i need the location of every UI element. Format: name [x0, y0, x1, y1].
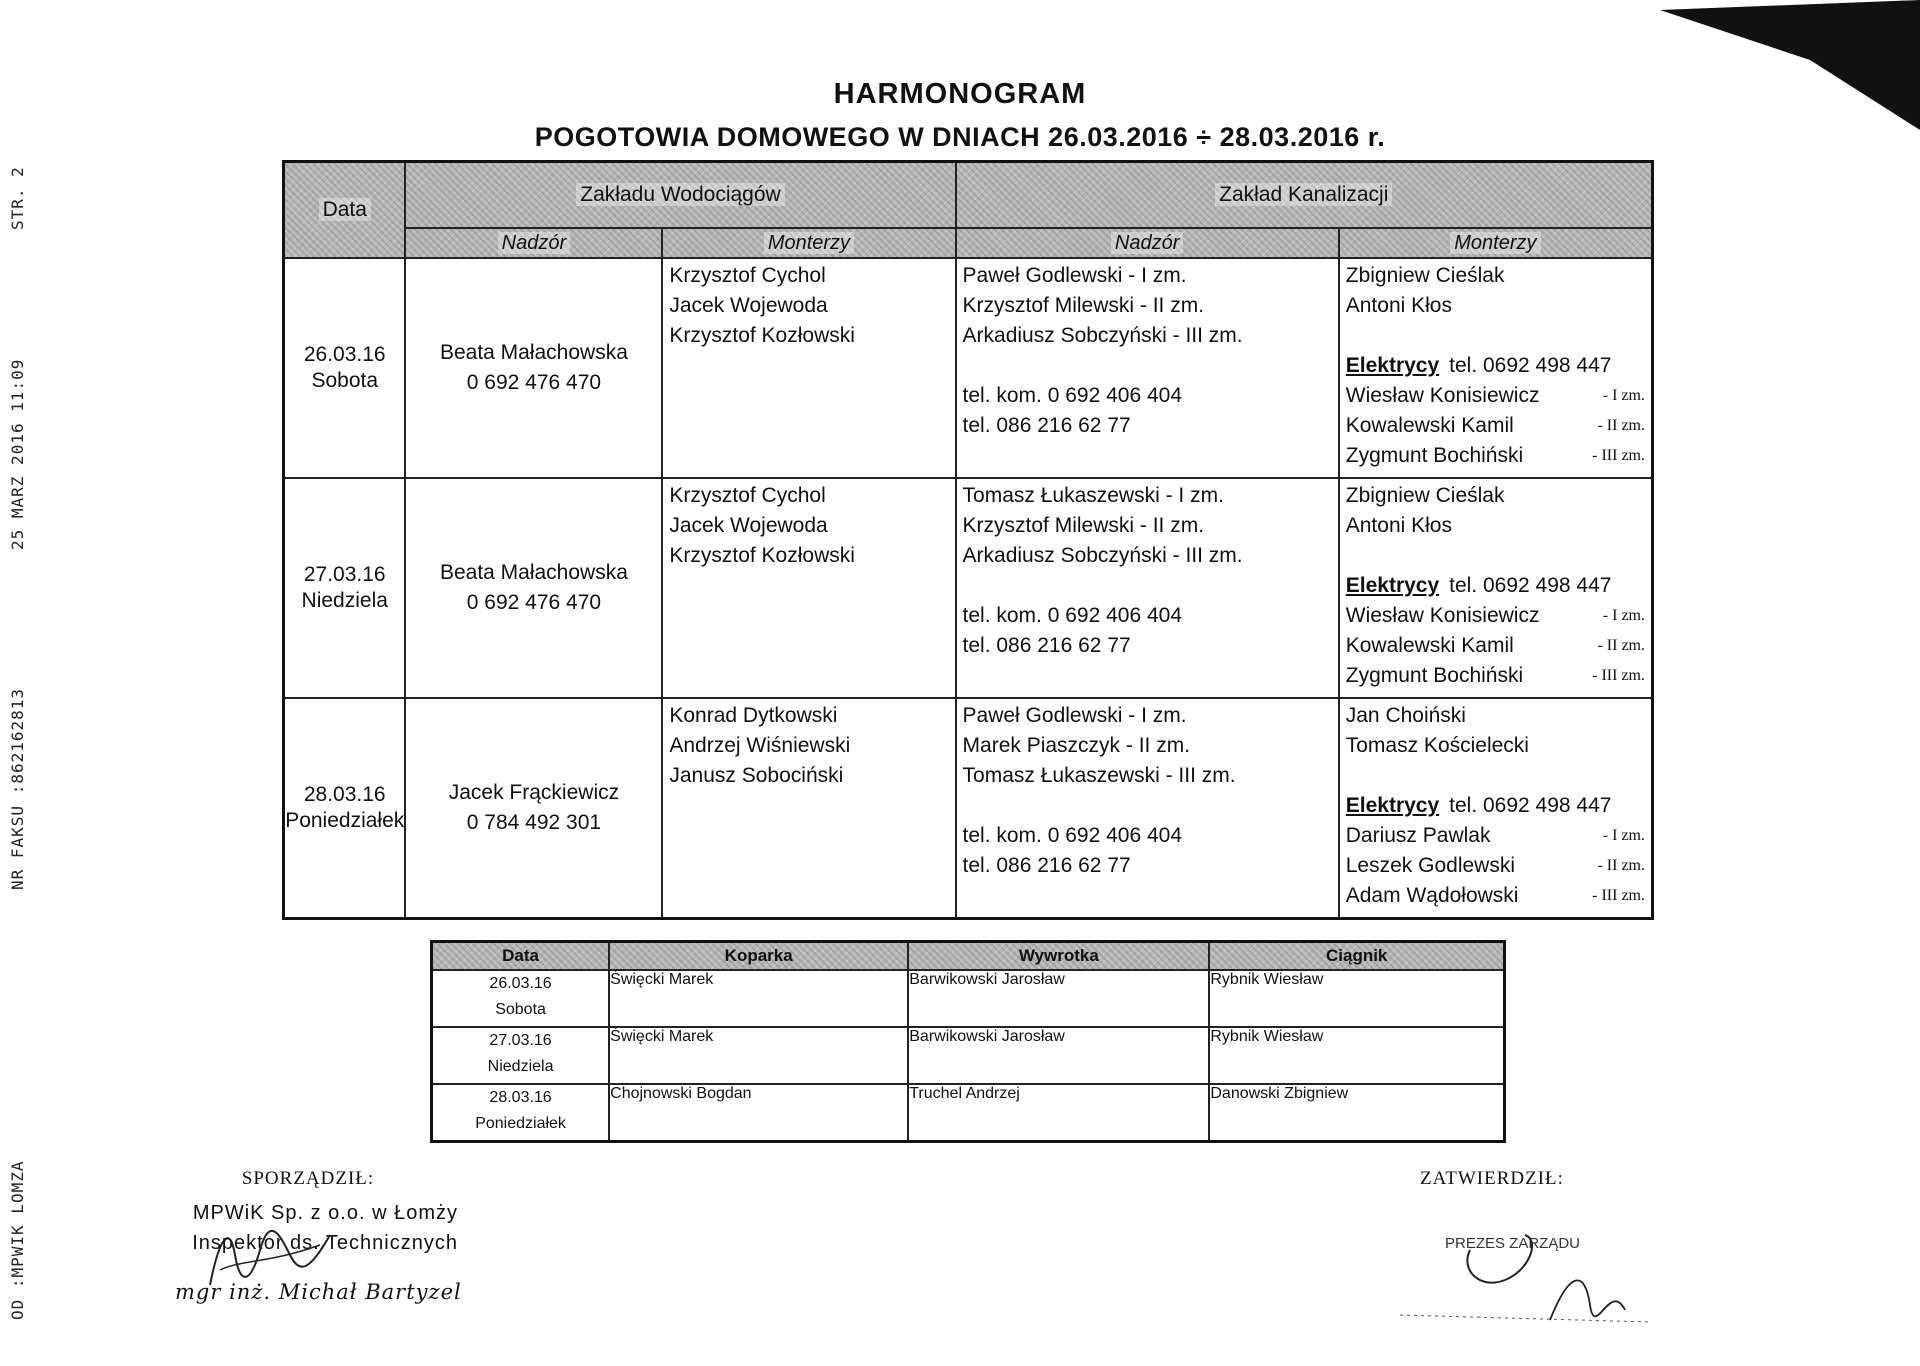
header-wod-monterzy: Monterzy: [662, 228, 955, 258]
table-row: [432, 970, 1505, 1027]
table-row: [284, 698, 1653, 919]
wod-monterzy-cell: Krzysztof Cychol Jacek Wojewoda Krzysztof Kozłowski: [662, 478, 955, 698]
ciagnik-cell: Rybnik Wiesław: [1209, 970, 1504, 1027]
header-zaklad-kanalizacji: Zakład Kanalizacji: [956, 162, 1653, 229]
ciagnik-cell: Danowski Zbigniew: [1209, 1084, 1504, 1142]
date-cell: 28.03.16 Poniedziałek: [432, 1084, 610, 1142]
svg-text:PREZES ZARZĄDU: PREZES ZARZĄDU: [1445, 1235, 1581, 1252]
koparka-cell: Święcki Marek: [609, 1027, 908, 1084]
duty-schedule-table: [282, 160, 1654, 920]
elektrycy-label: Elektrycy: [1345, 354, 1440, 377]
header-data: Data: [432, 942, 610, 971]
date-cell: 28.03.16 Poniedziałek: [284, 698, 406, 919]
wod-monterzy-cell: Konrad Dytkowski Andrzej Wiśniewski Janusz Sobociński: [662, 698, 955, 919]
kan-nadzor-cell: Paweł Godlewski - I zm. Marek Piaszczyk - II zm. Tomasz Łukaszewski - III zm. tel. kom. 0 692 406 404 tel. 086 216 62 77: [956, 698, 1339, 919]
signer-name: mgr inż. Michał Bartyzel: [175, 1280, 462, 1304]
date-cell: 27.03.16 Niedziela: [432, 1027, 610, 1084]
table-row: [284, 258, 1653, 478]
table-row: [284, 478, 1653, 698]
table-row: [432, 1027, 1505, 1084]
date-cell: 27.03.16 Niedziela: [284, 478, 406, 698]
document-title: HARMONOGRAM: [833, 78, 1087, 110]
header-zaklad-wodociagow: Zakładu Wodociągów: [405, 162, 955, 229]
ciagnik-cell: Rybnik Wiesław: [1209, 1027, 1504, 1084]
fax-datetime: 25 MARZ 2016 11:09: [8, 358, 27, 550]
wod-nadzor-cell: Beata Małachowska 0 692 476 470: [405, 258, 662, 478]
date-cell: 26.03.16 Sobota: [284, 258, 406, 478]
header-kan-nadzor: Nadzór: [956, 228, 1339, 258]
kan-monterzy-cell: Zbigniew Cieślak Antoni Kłos Elektrycy tel. 0692 498 447 Wiesław Konisiewicz - I zm. Kowalewski Kamil - II zm. Zygmunt Bochiński - III zm.: [1339, 478, 1653, 698]
prepared-by-stamp: MPWiK Sp. z o.o. w Łomży Inspektor ds. Technicznych: [192, 1202, 458, 1254]
header-data: Data: [284, 162, 406, 259]
equipment-table: [430, 940, 1506, 1143]
prepared-by-label: SPORZĄDZIŁ:: [241, 1168, 375, 1189]
header-ciagnik: Ciągnik: [1209, 942, 1504, 971]
wod-nadzor-cell: Jacek Frąckiewicz 0 784 492 301: [405, 698, 662, 919]
wywrotka-cell: Barwikowski Jarosław: [908, 970, 1209, 1027]
wywrotka-cell: Barwikowski Jarosław: [908, 1027, 1209, 1084]
koparka-cell: Chojnowski Bogdan: [609, 1084, 908, 1142]
fax-page: STR. 2: [8, 166, 27, 230]
fax-header: [8, 120, 32, 1320]
kan-nadzor-cell: Paweł Godlewski - I zm. Krzysztof Milewski - II zm. Arkadiusz Sobczyński - III zm. tel. kom. 0 692 406 404 tel. 086 216 62 77: [956, 258, 1339, 478]
header-wod-nadzor: Nadzór: [405, 228, 662, 258]
elektrycy-label: Elektrycy: [1345, 574, 1440, 597]
koparka-cell: Święcki Marek: [609, 970, 908, 1027]
fax-number: NR FAKSU :862162813: [8, 687, 27, 890]
kan-monterzy-cell: Jan Choiński Tomasz Kościelecki Elektrycy tel. 0692 498 447 Dariusz Pawlak - I zm. Leszek Godlewski - II zm. Adam Wądołowski - III zm.: [1339, 698, 1653, 919]
header-kan-monterzy: Monterzy: [1339, 228, 1653, 258]
header-wywrotka: Wywrotka: [908, 942, 1209, 971]
approved-by-label: ZATWIERDZIŁ:: [1420, 1168, 1564, 1189]
kan-nadzor-cell: Tomasz Łukaszewski - I zm. Krzysztof Milewski - II zm. Arkadiusz Sobczyński - III zm. tel. kom. 0 692 406 404 tel. 086 216 62 77: [956, 478, 1339, 698]
wod-nadzor-cell: Beata Małachowska 0 692 476 470: [405, 478, 662, 698]
kan-monterzy-cell: Zbigniew Cieślak Antoni Kłos Elektrycy tel. 0692 498 447 Wiesław Konisiewicz - I zm. Kowalewski Kamil - II zm. Zygmunt Bochiński - III zm.: [1339, 258, 1653, 478]
table-row: [432, 1084, 1505, 1142]
elektrycy-label: Elektrycy: [1345, 794, 1440, 817]
approval-stamp-signature: [1400, 1210, 1660, 1340]
document-subtitle: POGOTOWIA DOMOWEGO W DNIACH 26.03.2016 ÷ 28.03.2016 r.: [534, 122, 1386, 152]
header-koparka: Koparka: [609, 942, 908, 971]
wywrotka-cell: Truchel Andrzej: [908, 1084, 1209, 1142]
wod-monterzy-cell: Krzysztof Cychol Jacek Wojewoda Krzysztof Kozłowski: [662, 258, 955, 478]
fax-from: OD :MPWIK LOMZA: [8, 1160, 27, 1320]
date-cell: 26.03.16 Sobota: [432, 970, 610, 1027]
